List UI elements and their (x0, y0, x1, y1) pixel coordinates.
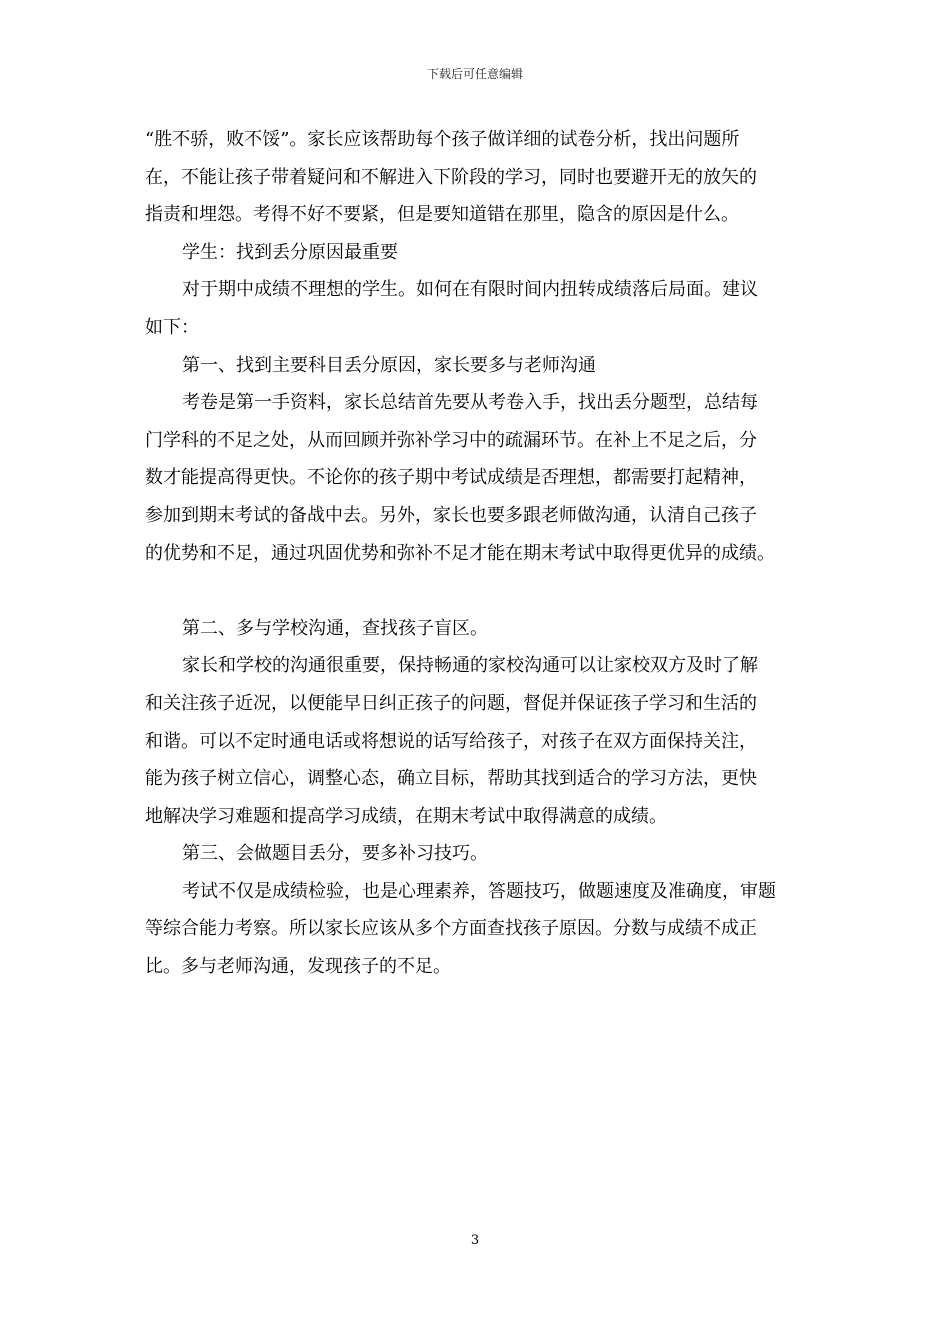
body-line: 参加到期末考试的备战中去。另外，家长也要多跟老师做沟通，认清自己孩子 (145, 504, 757, 526)
body-line: “胜不骄，败不馁”。家长应该帮助每个孩子做详细的试卷分析，找出问题所 (145, 129, 740, 150)
body-line: 对于期中成绩不理想的学生。如何在有限时间内扭转成绩落后局面。建议 (182, 279, 758, 301)
body-line: 比。多与老师沟通，发现孩子的不足。 (145, 956, 451, 978)
body-line: 指责和埋怨。考得不好不要紧，但是要知道错在那里，隐含的原因是什么。 (145, 204, 739, 226)
body-line: 数才能提高得更快。不论你的孩子期中考试成绩是否理想，都需要打起精神， (145, 467, 757, 489)
section-heading-second: 第二、多与学校沟通，查找孩子盲区。 (182, 617, 488, 639)
page-header: 下载后可任意编辑 (426, 67, 523, 81)
section-heading-third: 第三、会做题目丢分，要多补习技巧。 (182, 843, 488, 865)
body-line: 考试不仅是成绩检验，也是心理素养，答题技巧，做题速度及准确度，审题 (182, 880, 776, 902)
body-line: 在，不能让孩子带着疑问和不解进入下阶段的学习，同时也要避开无的放矢的 (145, 166, 757, 188)
section-heading-first: 第一、找到主要科目丢分原因，家长要多与老师沟通 (182, 354, 596, 376)
section-heading-students: 学生：找到丢分原因最重要 (182, 241, 398, 263)
document-body (145, 121, 810, 986)
body-line: 和谐。可以不定时通电话或将想说的话写给孩子，对孩子在双方面保持关注， (145, 730, 757, 752)
body-line: 考卷是第一手资料，家长总结首先要从考卷入手，找出丢分题型，总结每 (182, 392, 758, 414)
body-line: 地解决学习难题和提高学习成绩，在期末考试中取得满意的成绩。 (145, 805, 667, 827)
body-line: 如下： (145, 316, 199, 338)
body-line: 能为孩子树立信心，调整心态，确立目标，帮助其找到适合的学习方法，更快 (145, 768, 757, 790)
body-line: 和关注孩子近况，以便能早日纠正孩子的问题，督促并保证孩子学习和生活的 (145, 692, 757, 714)
body-line: 等综合能力考察。所以家长应该从多个方面查找孩子原因。分数与成绩不成正 (145, 918, 757, 940)
page-number: 3 (470, 1233, 480, 1248)
body-line: 门学科的不足之处，从而回顾并弥补学习中的疏漏环节。在补上不足之后，分 (145, 429, 757, 451)
body-line: 的优势和不足，通过巩固优势和弥补不足才能在期末考试中取得更优异的成绩。 (145, 542, 775, 564)
body-line: 家长和学校的沟通很重要，保持畅通的家校沟通可以让家校双方及时了解 (182, 655, 758, 677)
paragraph-gap (145, 572, 810, 610)
